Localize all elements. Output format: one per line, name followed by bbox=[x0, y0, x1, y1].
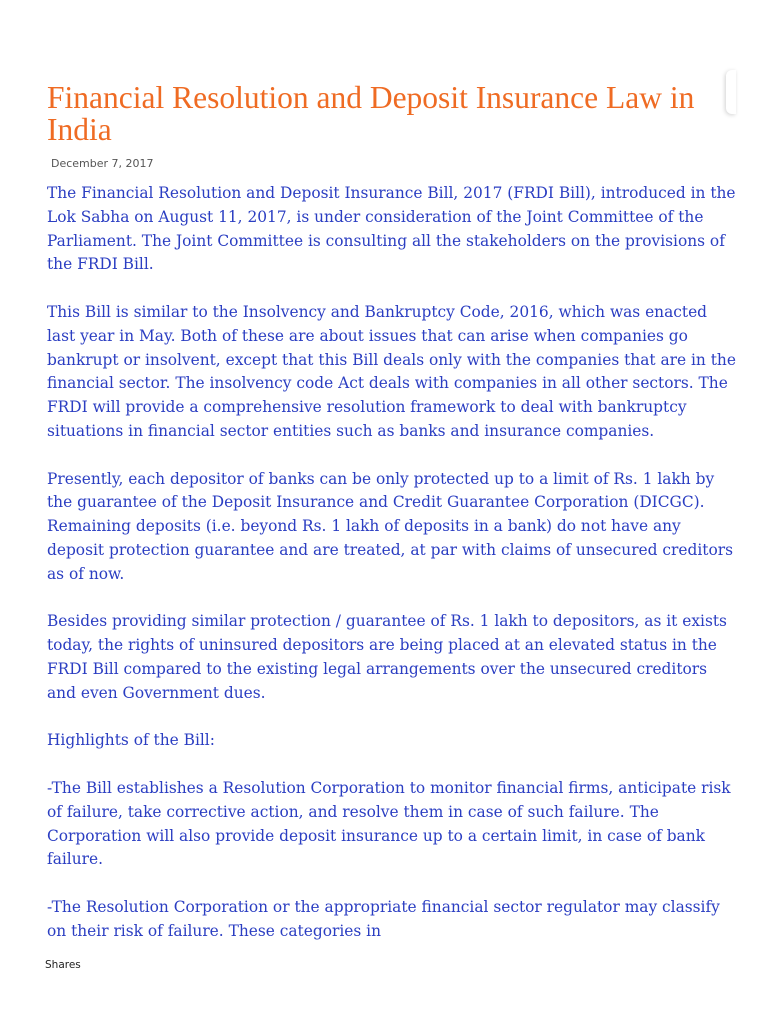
paragraph-ibc-comparison: This Bill is similar to the Insolvency and Bankruptcy Code, 2016, which was enacted last year in May. Both of these are about issues that can arise when companies go bankrupt or insolvent, except that this Bill deals only with the companies that are in the financial sector. The insolvency code Act deals with companies in all other sectors. The FRDI will provide a comprehensive resolution framework to deal with bankruptcy situations in financial sector entities such as banks and insurance companies. bbox=[47, 302, 736, 440]
share-bar bbox=[0, 944, 768, 1024]
shares-label[interactable]: Shares bbox=[45, 959, 81, 971]
article-title: Financial Resolution and Deposit Insurance Law in India bbox=[47, 80, 695, 147]
paragraph-highlights-heading: Highlights of the Bill: bbox=[47, 731, 215, 750]
article bbox=[47, 82, 737, 944]
paragraph-intro: The Financial Resolution and Deposit Insurance Bill, 2017 (FRDI Bill), introduced in the Lok Sabha on August 11, 2017, is under consideration of the Joint Committee of the Parliament. The Joint Committee is consulting all the stakeholders on the provisions of the FRDI Bill. bbox=[47, 184, 736, 274]
article-date: December 7, 2017 bbox=[51, 157, 154, 170]
paragraph-risk-classification: -The Resolution Corporation or the appropriate financial sector regulator may classify on their risk of failure. These categories in bbox=[47, 897, 720, 940]
paragraph-uninsured-depositors: Besides providing similar protection / guarantee of Rs. 1 lakh to depositors, as it exists today, the rights of uninsured depositors are being placed at an elevated status in the FRDI Bill compared to the existing legal arrangements over the unsecured creditors and even Government dues. bbox=[47, 612, 727, 702]
article-body bbox=[47, 182, 737, 944]
paragraph-dicgc: Presently, each depositor of banks can be only protected up to a limit of Rs. 1 lakh by the guarantee of the Deposit Insurance and Credit Guarantee Corporation (DICGC). Remaining deposits (i.e. beyond Rs. 1 lakh of deposits in a bank) do not have any deposit protection guarantee and are treated, at par with claims of unsecured creditors as of now. bbox=[47, 469, 733, 583]
paragraph-resolution-corporation: -The Bill establishes a Resolution Corporation to monitor financial firms, anticipate risk of failure, take corrective action, and resolve them in case of such failure. The Corporation will also provide deposit insurance up to a certain limit, in case of bank failure. bbox=[47, 778, 731, 869]
